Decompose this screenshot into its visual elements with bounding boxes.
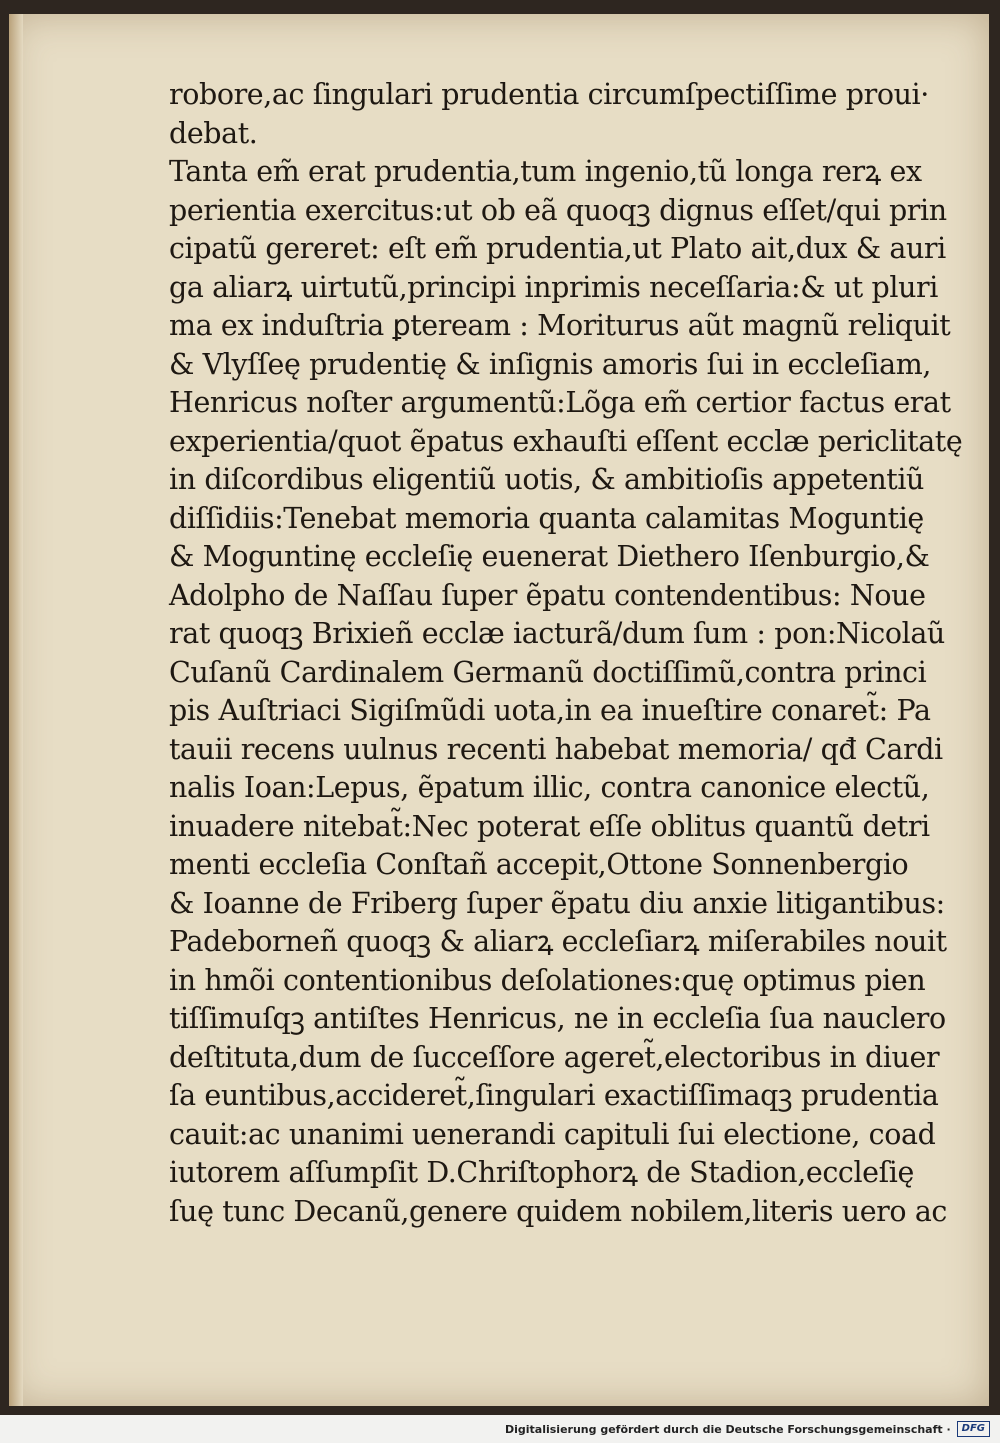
body-text — [169, 76, 963, 1231]
text-line: Cuſanũ Cardinalem Germanũ doctiſſimũ,contra princi — [169, 655, 927, 689]
text-line: deſtituta,dum de ſucceſſore ageret̃,electoribus in diuer — [169, 1040, 940, 1074]
text-line: & Moguntinę eccleſię euenerat Diethero Iſenburgio,& — [169, 540, 930, 573]
text-line: iutorem aſſumpſit D.Chriſtophorꝝ de Stadion,eccleſię — [169, 1156, 914, 1189]
text-line: rat quoqꝫ Brixieñ ecclæ iacturã/dum ſum : pon:Nicolaũ — [169, 617, 945, 650]
text-line: ſa euntibus,accideret̃,ſingulari exactiſſimaqꝫ prudentia — [169, 1079, 939, 1112]
text-line: inuadere nitebat̃:Nec poterat eſſe oblitus quantũ detri — [169, 809, 930, 843]
text-line: & Vlyſſeę prudentię & inſignis amoris ſui in eccleſiam, — [169, 347, 931, 381]
footer-credit — [505, 1421, 990, 1437]
text-line: robore,ac ſingulari prudentia circumſpectiſſime proui· — [169, 78, 929, 111]
text-line: cauit:ac unanimi uenerandi capituli ſui electione, coad — [169, 1117, 936, 1151]
dfg-logo: DFG — [957, 1421, 990, 1437]
text-line: ſuę tunc Decanũ,genere quidem nobilem,literis uero ac — [169, 1194, 947, 1228]
text-line: diſſidiis:Tenebat memoria quanta calamitas Moguntię — [169, 501, 924, 535]
text-line: menti eccleſia Conſtañ accepit,Ottone Sonnenbergio — [169, 848, 909, 881]
text-line: Padeborneñ quoqꝫ & aliarꝝ eccleſiarꝝ miſerabiles nouit — [169, 925, 947, 958]
text-line: cipatũ gereret: eſt em̃ prudentia,ut Plato ait,dux & auri — [169, 232, 946, 265]
text-line: debat. — [169, 116, 258, 150]
text-line: & Ioanne de Friberg ſuper ẽpatu diu anxie litigantibus: — [169, 886, 945, 920]
text-line: tiſſimuſqꝫ antiſtes Henricus, ne in eccleſia ſua nauclero — [169, 1002, 946, 1035]
funding-credit-text: Digitalisierung gefördert durch die Deutsche Forschungsgemeinschaft · — [504, 1422, 951, 1436]
text-line: ma ex induſtria ꝑteream : Moriturus aũt magnũ reliquit — [169, 309, 951, 342]
text-line: nalis Ioan:Lepus, ẽpatum illic, contra canonice electũ, — [169, 771, 930, 804]
text-line: Henricus noſter argumentũ:Lõga em̃ certior factus erat — [169, 386, 951, 419]
text-line: in hmõi contentionibus deſolationes:quę optimus pien — [169, 963, 926, 997]
text-line: Adolpho de Naſſau ſuper ẽpatu contendentibus: Noue — [169, 578, 926, 612]
text-line: in diſcordibus eligentiũ uotis, & ambitioſis appetentiũ — [169, 463, 925, 496]
book-page — [9, 14, 989, 1406]
text-line: tauii recens uulnus recenti habebat memoria/ qđ Cardi — [169, 732, 943, 766]
page-binding-edge — [9, 14, 23, 1406]
text-line: Tanta em̃ erat prudentia,tum ingenio,tũ longa rerꝝ ex — [169, 155, 922, 188]
text-line: experientia/quot ẽpatus exhauſti eſſent ecclæ periclitatę — [169, 424, 963, 458]
text-line: pis Auſtriaci Sigiſmũdi uota,in ea inueſtire conaret̃: Pa — [169, 694, 931, 727]
text-line: perientia exercitus:ut ob eã quoqꝫ dignus eſſet/qui prin — [169, 193, 947, 227]
text-line: ga aliarꝝ uirtutũ,principi inprimis neceſſaria:& ut pluri — [169, 270, 938, 304]
